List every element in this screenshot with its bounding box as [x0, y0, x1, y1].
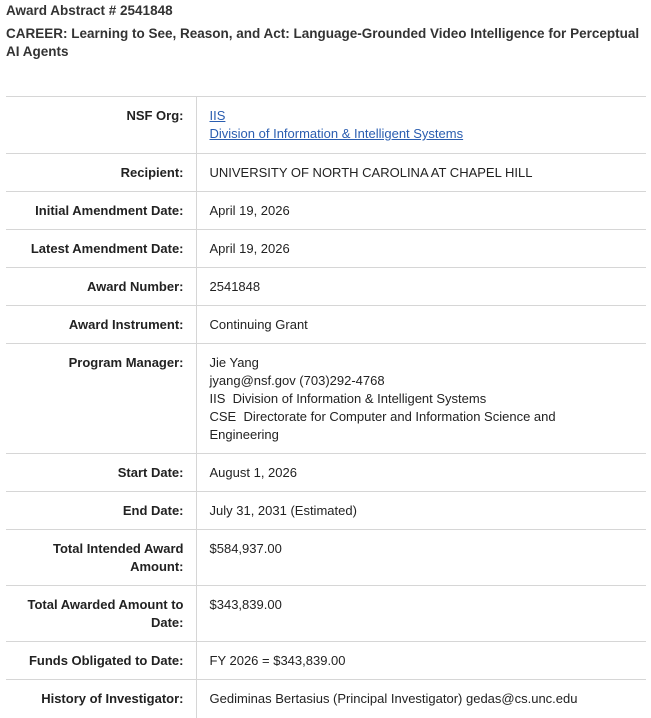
award-instrument-label: Award Instrument: — [6, 306, 196, 344]
pm-name: Jie Yang — [209, 355, 259, 370]
funds-obligated-label: Funds Obligated to Date: — [6, 642, 196, 680]
row-start-date — [6, 454, 646, 492]
latest-amendment-value: April 19, 2026 — [196, 230, 646, 268]
total-awarded-label-line2: Date: — [150, 615, 184, 630]
row-funds-obligated — [6, 642, 646, 680]
pm-division: IIS Division of Information & Intelligent Systems — [209, 391, 487, 406]
award-info-table — [6, 96, 646, 718]
program-manager-value — [196, 344, 646, 454]
total-intended-label — [6, 530, 196, 586]
total-awarded-value: $343,839.00 — [196, 586, 646, 642]
start-date-label: Start Date: — [6, 454, 196, 492]
recipient-value: UNIVERSITY OF NORTH CAROLINA AT CHAPEL HILL — [196, 154, 646, 192]
row-initial-amendment — [6, 192, 646, 230]
project-title: CAREER: Learning to See, Reason, and Act: Language-Grounded Video Intelligence for Perceptual AI Agents — [6, 26, 640, 59]
row-history — [6, 680, 646, 718]
row-end-date — [6, 492, 646, 530]
history-value: Gediminas Bertasius (Principal Investigator) gedas@cs.unc.edu — [196, 680, 646, 718]
row-recipient — [6, 154, 646, 192]
award-number-value: 2541848 — [196, 268, 646, 306]
start-date-value: August 1, 2026 — [196, 454, 646, 492]
end-date-value: July 31, 2031 (Estimated) — [196, 492, 646, 530]
row-award-instrument — [6, 306, 646, 344]
nsf-org-value — [196, 97, 646, 154]
row-award-number — [6, 268, 646, 306]
program-manager-label: Program Manager: — [6, 344, 196, 454]
nsf-org-label: NSF Org: — [6, 97, 196, 154]
total-intended-label-line2: Amount: — [130, 559, 184, 574]
row-nsf-org — [6, 97, 646, 154]
initial-amendment-value: April 19, 2026 — [196, 192, 646, 230]
total-intended-label-line1: Total Intended Award — [53, 541, 184, 556]
pm-directorate: CSE Directorate for Computer and Information Science and — [209, 409, 556, 424]
award-title: Award Abstract # 2541848 — [6, 3, 173, 18]
funds-obligated-value: FY 2026 = $343,839.00 — [196, 642, 646, 680]
row-latest-amendment — [6, 230, 646, 268]
award-instrument-value: Continuing Grant — [196, 306, 646, 344]
division-link[interactable]: Division of Information & Intelligent Systems — [209, 126, 464, 141]
row-total-awarded — [6, 586, 646, 642]
pm-directorate-cont: Engineering — [209, 427, 279, 442]
award-number-label: Award Number: — [6, 268, 196, 306]
initial-amendment-label: Initial Amendment Date: — [6, 192, 196, 230]
total-awarded-label-line1: Total Awarded Amount to — [27, 597, 184, 612]
history-label: History of Investigator: — [6, 680, 196, 718]
pm-contact: jyang@nsf.gov (703)292-4768 — [209, 373, 385, 388]
total-intended-value: $584,937.00 — [196, 530, 646, 586]
award-header — [0, 0, 651, 61]
iis-link[interactable]: IIS — [209, 108, 226, 123]
row-program-manager — [6, 344, 646, 454]
total-awarded-label — [6, 586, 196, 642]
row-total-intended — [6, 530, 646, 586]
recipient-label: Recipient: — [6, 154, 196, 192]
latest-amendment-label: Latest Amendment Date: — [6, 230, 196, 268]
end-date-label: End Date: — [6, 492, 196, 530]
